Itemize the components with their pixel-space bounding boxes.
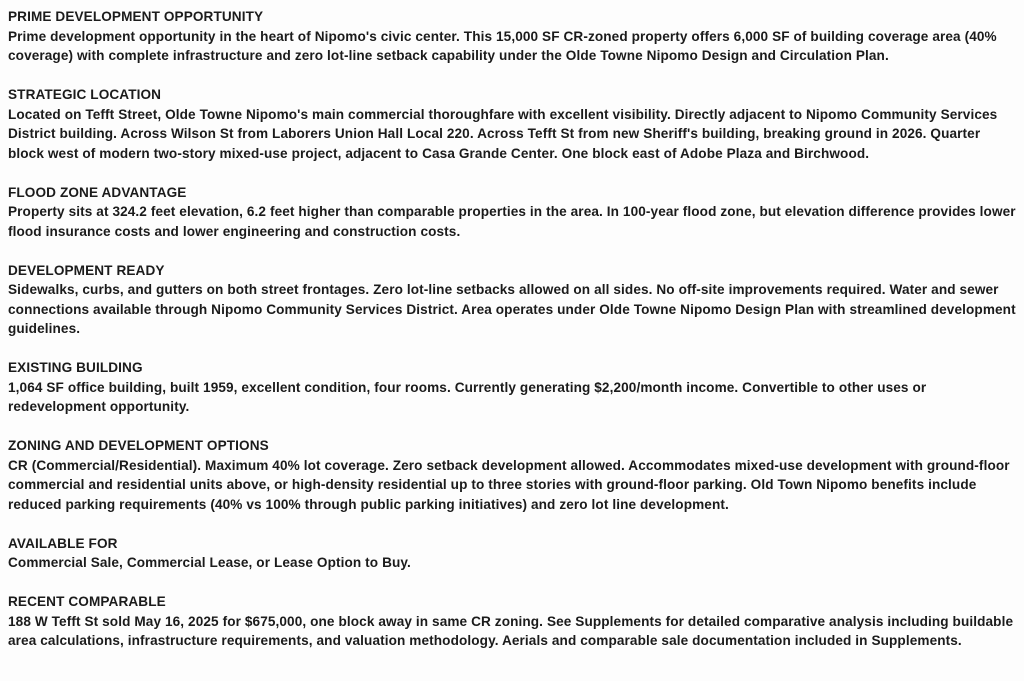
section-heading: FLOOD ZONE ADVANTAGE <box>8 184 187 200</box>
section-flood-zone-advantage <box>8 183 1016 242</box>
section-heading: RECENT COMPARABLE <box>8 594 166 609</box>
section-heading: PRIME DEVELOPMENT OPPORTUNITY <box>8 9 264 24</box>
section-paragraph: 1,064 SF office building, built 1959, excellent condition, four rooms. Currently generating $2,200/month income. Convertible to other uses or redevelopment opportunity. <box>8 379 927 414</box>
section-zoning-and-development-options <box>8 436 1016 514</box>
section-paragraph: Sidewalks, curbs, and gutters on both street frontages. Zero lot-line setbacks allowed on all sides. No off-site improvements required. Water and sewer connections available through Nipomo Community Services District. Area operates under Olde Towne Nipomo Design Plan with streamlined development guidelines. <box>8 282 1016 336</box>
section-prime-development-opportunity <box>8 7 1016 66</box>
section-strategic-location <box>8 85 1016 163</box>
section-heading: AVAILABLE FOR <box>8 535 118 551</box>
section-paragraph: Property sits at 324.2 feet elevation, 6.2 feet higher than comparable properties in the area. In 100-year flood zone, but elevation difference provides lower flood insurance costs and lower engineering and construction costs. <box>8 204 1016 239</box>
section-available-for <box>8 534 1016 573</box>
section-paragraph: Located on Tefft Street, Olde Towne Nipomo's main commercial thoroughfare with excellent visibility. Directly adjacent to Nipomo Community Services District building. Across Wilson St from Laborers Union Hall Local 220. Across Tefft St from new Sheriff's building, breaking ground in 2026. Quarter block west of modern two-story mixed-use project, adjacent to Casa Grande Center. One block east of Adobe Plaza and Birchwood. <box>8 106 998 161</box>
section-heading: STRATEGIC LOCATION <box>8 87 162 102</box>
section-paragraph: Prime development opportunity in the heart of Nipomo's civic center. This 15,000 SF CR-zoned property offers 6,000 SF of building coverage area (40% coverage) with complete infrastructure and zero lot-line setback capability under the Olde Towne Nipomo Design and Circulation Plan. <box>8 28 997 63</box>
section-heading: DEVELOPMENT READY <box>8 262 165 278</box>
section-paragraph: 188 W Tefft St sold May 16, 2025 for $675,000, one block away in same CR zoning. See Supplements for detailed comparative analysis including buildable area calculations, infrastructure requirements, and valuation methodology. Aerials and comparable sale documentation included in Supplements. <box>8 613 1014 648</box>
section-paragraph: Commercial Sale, Commercial Lease, or Lease Option to Buy. <box>8 555 411 570</box>
section-heading: ZONING AND DEVELOPMENT OPTIONS <box>8 438 269 453</box>
section-heading: EXISTING BUILDING <box>8 360 143 375</box>
section-existing-building <box>8 358 1016 417</box>
section-recent-comparable <box>8 592 1016 651</box>
section-paragraph: CR (Commercial/Residential). Maximum 40% lot coverage. Zero setback development allowed. Accommodates mixed-use development with ground-floor commercial and residential units above, or high-density residential up to three stories with ground-floor parking. Old Town Nipomo benefits include reduced parking requirements (40% vs 100% through public parking initiatives) and zero lot line development. <box>8 457 1010 512</box>
section-development-ready <box>8 261 1016 339</box>
